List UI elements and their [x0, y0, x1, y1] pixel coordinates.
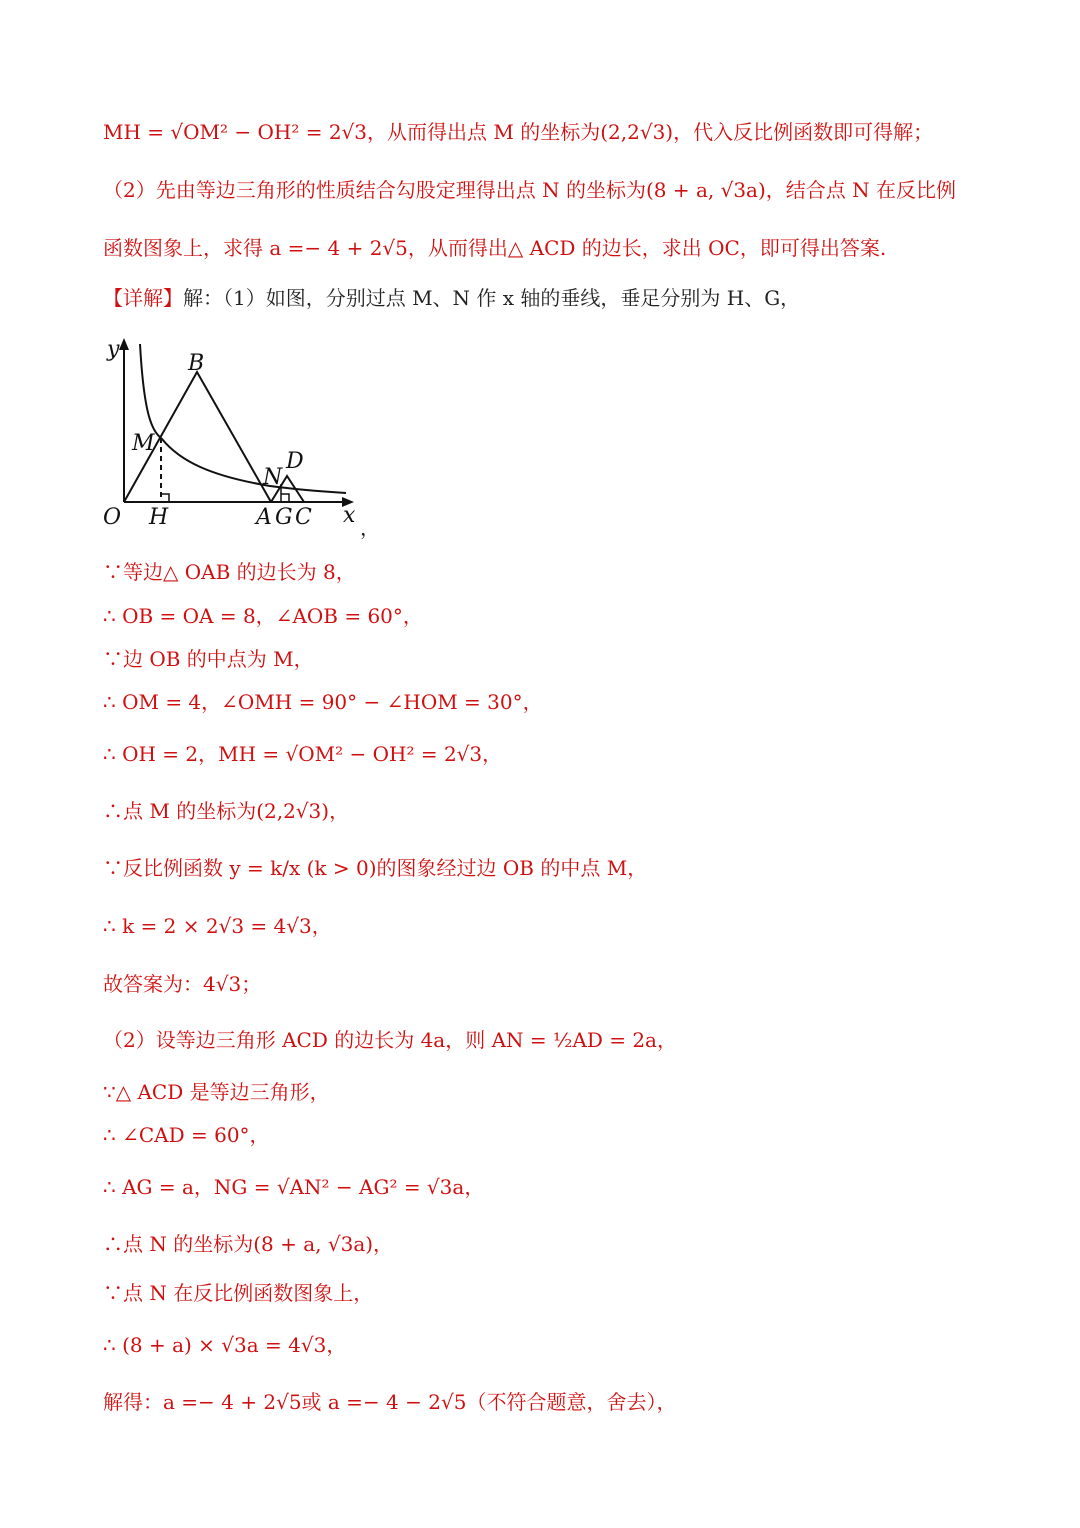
step-line: ∴ OH = 2，MH = √OM² − OH² = 2√3， [103, 742, 503, 766]
step-line: ∴ ∠CAD = 60°， [103, 1123, 270, 1147]
step-line: ∵△ ACD 是等边三角形， [103, 1080, 330, 1104]
intro-line-2: （2）先由等边三角形的性质结合勾股定理得出点 N 的坐标为(8 + a, √3a)，结合点 N 在反比例 [103, 178, 956, 202]
figure-svg [100, 336, 380, 536]
right-angle-h [161, 494, 169, 502]
step-line: ∵等边△ OAB 的边长为 8， [103, 560, 356, 584]
intro-line-1: MH = √OM² − OH² = 2√3，从而得出点 M 的坐标为(2,2√3)，代入反比例函数即可得解； [103, 120, 934, 144]
label-d: D [286, 449, 304, 474]
figure-trailing-comma: ， [360, 516, 380, 540]
label-x: x [343, 503, 356, 528]
intro-line-3: 函数图象上，求得 a =− 4 + 2√5，从而得出△ ACD 的边长，求出 OC，即可得出答案. [103, 236, 887, 260]
y-axis-arrow [119, 338, 129, 350]
geometry-figure [100, 336, 380, 536]
detail-line [103, 284, 800, 312]
step-line: （2）设等边三角形 ACD 的边长为 4a，则 AN = ½AD = 2a， [103, 1028, 677, 1052]
label-g: G [275, 505, 293, 530]
detail-text: 解：（1）如图，分别过点 M、N 作 x 轴的垂线，垂足分别为 H、G， [183, 286, 801, 310]
step-line: 解得：a =− 4 + 2√5或 a =− 4 − 2√5（不符合题意，舍去）， [103, 1390, 677, 1414]
step-line: 故答案为：4√3； [103, 972, 262, 996]
step-line: ∴ (8 + a) × √3a = 4√3， [103, 1333, 347, 1357]
step-line: ∴ OM = 4，∠OMH = 90° − ∠HOM = 30°， [103, 690, 543, 714]
step-line: ∴ AG = a，NG = √AN² − AG² = √3a， [103, 1175, 485, 1199]
label-b: B [188, 351, 205, 376]
step-line: ∵反比例函数 y = k/x (k > 0)的图象经过边 OB 的中点 M， [103, 856, 648, 880]
step-line: ∴ OB = OA = 8，∠AOB = 60°， [103, 604, 423, 628]
step-line: ∵边 OB 的中点为 M， [103, 647, 314, 671]
step-line: ∵点 N 在反比例函数图象上， [103, 1281, 374, 1305]
label-c: C [295, 505, 312, 530]
label-a: A [256, 505, 272, 530]
label-m: M [132, 431, 155, 456]
label-h: H [149, 505, 169, 530]
detail-tag: 【详解】 [103, 286, 183, 310]
label-o: O [103, 505, 122, 530]
step-line: ∴ k = 2 × 2√3 = 4√3， [103, 914, 332, 938]
right-angle-g [281, 494, 289, 502]
step-line: ∴点 M 的坐标为(2,2√3)， [103, 799, 350, 823]
label-n: N [263, 465, 283, 490]
step-line: ∴点 N 的坐标为(8 + a, √3a)， [103, 1232, 394, 1256]
label-y: y [107, 337, 120, 362]
